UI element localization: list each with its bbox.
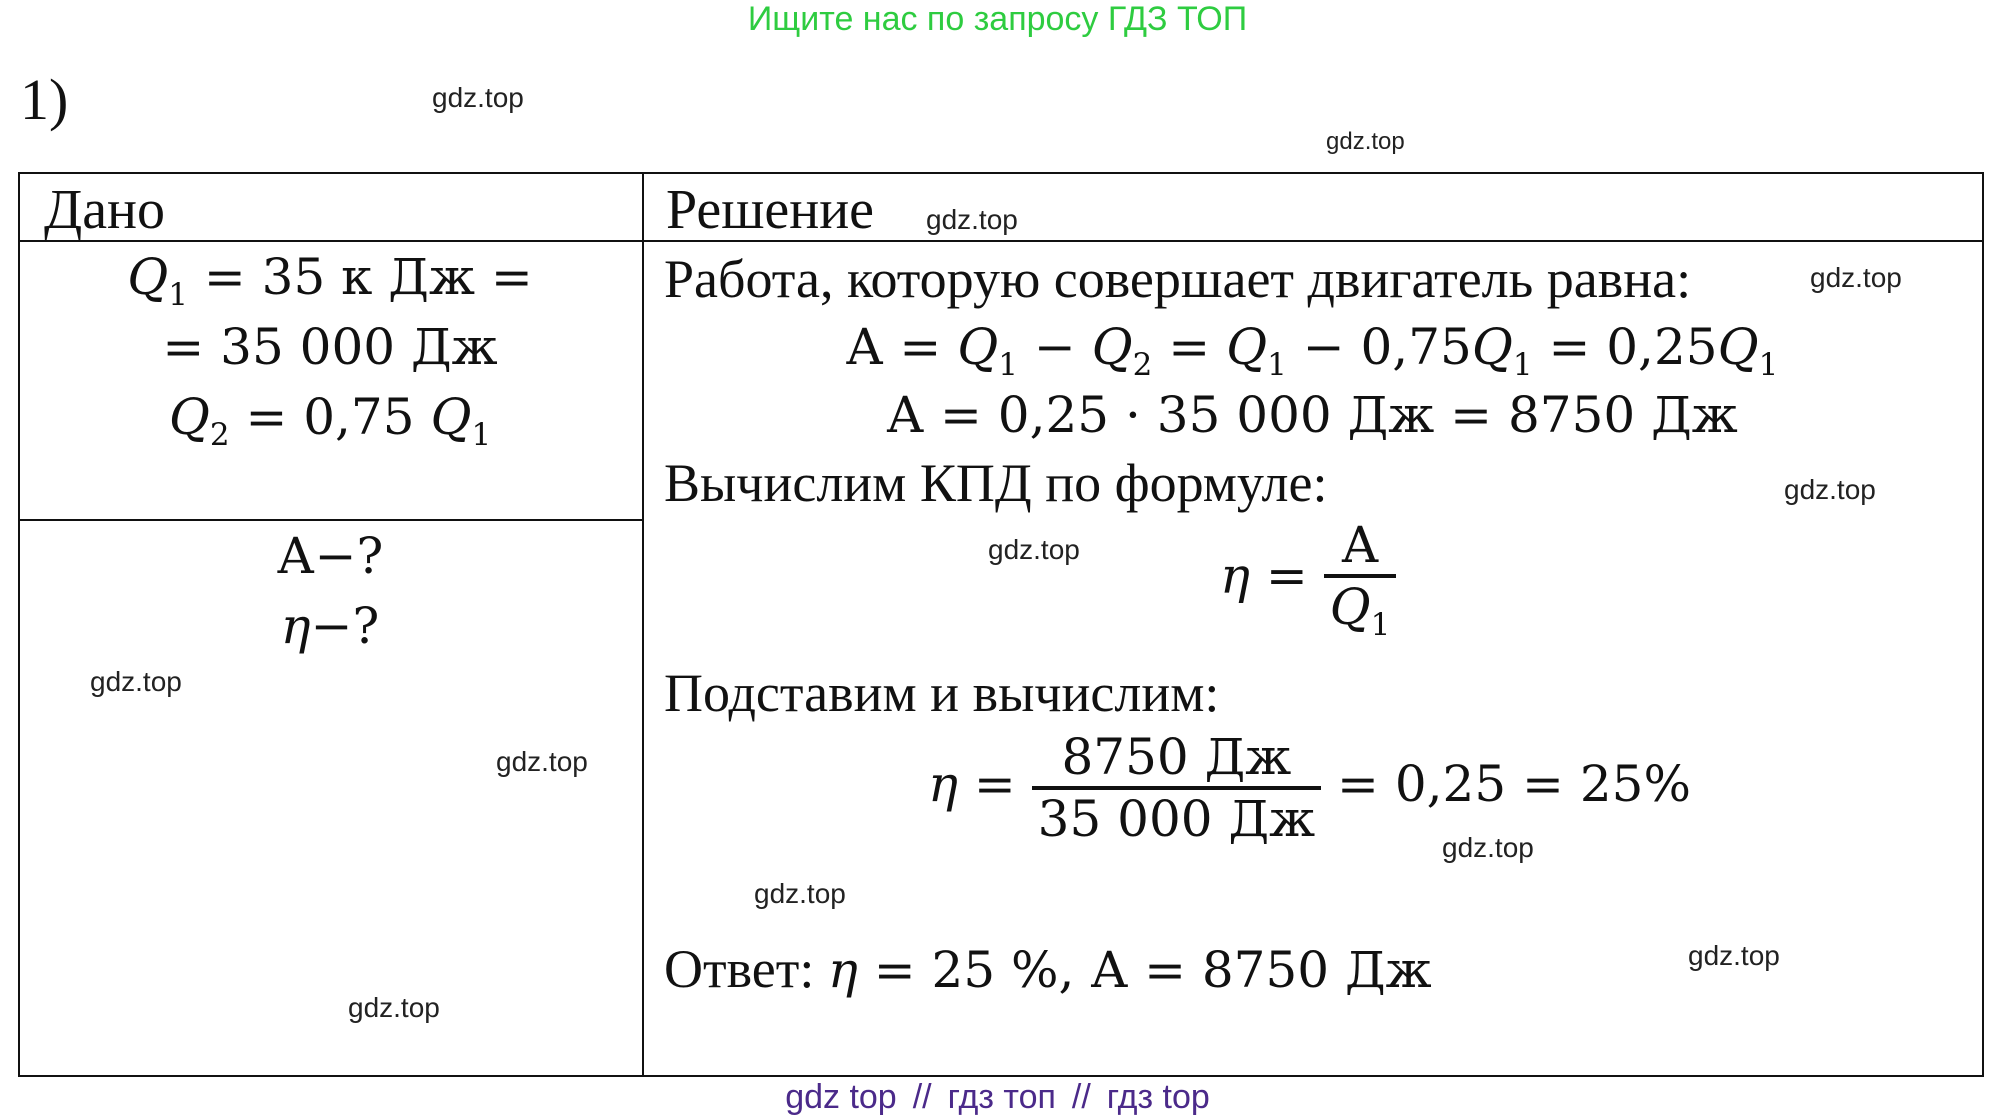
- work-q1d: Q: [1717, 318, 1759, 376]
- table-top-border: [18, 172, 1984, 174]
- q2-q1-symbol: Q: [430, 388, 472, 446]
- solution-line-substitute: Подставим и вычислим:: [664, 663, 1220, 723]
- q1-converted-value: = 35 000 Дж: [162, 318, 498, 376]
- bottom-banner-separator: //: [1071, 1078, 1091, 1116]
- work-q1b-sub: 1: [1267, 346, 1287, 383]
- given-q1-converted: [20, 318, 640, 376]
- calc-numerator: 8750 Дж: [1061, 728, 1292, 786]
- work-eq1: =: [1152, 318, 1227, 376]
- work-value-text: А = 0,25 · 35 000 Дж = 8750 Дж: [886, 386, 1738, 444]
- formula-den-sub: 1: [1370, 606, 1391, 643]
- watermark: gdz.top: [1784, 474, 1876, 505]
- given-q1: [20, 248, 640, 313]
- bottom-banner-gdz-top-ru[interactable]: гдз топ: [947, 1078, 1056, 1116]
- watermark: gdz.top: [754, 878, 846, 909]
- answer: [664, 938, 1432, 1000]
- watermark: gdz.top: [1688, 940, 1780, 971]
- table-right-border: [1982, 172, 1984, 1077]
- problem-number: 1): [20, 67, 69, 132]
- q1-value: = 35 к Дж =: [187, 248, 533, 306]
- calc-eta: η: [928, 755, 958, 813]
- work-value: [644, 386, 1980, 444]
- bottom-banner[interactable]: [0, 1078, 1995, 1117]
- formula-numerator: А: [1341, 516, 1379, 574]
- work-q1c: Q: [1471, 318, 1513, 376]
- find-a-text: А−?: [276, 527, 384, 585]
- formula-eq: =: [1249, 546, 1324, 605]
- bottom-banner-gdz-top[interactable]: gdz top: [785, 1078, 897, 1116]
- calc-result: = 0,25 = 25%: [1321, 755, 1691, 813]
- work-q1: Q: [957, 318, 999, 376]
- formula-fraction: [1324, 516, 1397, 643]
- efficiency-formula: [1220, 516, 1396, 643]
- work-a: А =: [845, 318, 958, 376]
- work-q1d-sub: 1: [1758, 346, 1779, 383]
- q2-symbol: Q: [168, 388, 210, 446]
- answer-values: = 25 %, А = 8750 Дж: [857, 941, 1432, 999]
- find-eta-symbol: η: [280, 597, 311, 655]
- watermark: gdz.top: [1810, 262, 1902, 293]
- given-find-divider: [18, 519, 644, 521]
- work-minus2: − 0,75: [1286, 318, 1472, 376]
- bottom-banner-gdz-top-mixed[interactable]: гдз top: [1106, 1078, 1210, 1116]
- table-column-divider: [642, 172, 644, 1077]
- calc-denominator: 35 000 Дж: [1032, 786, 1322, 848]
- find-eta: [20, 597, 640, 655]
- find-a: [20, 527, 640, 585]
- efficiency-calculation: [928, 728, 1691, 848]
- table-bottom-border: [18, 1075, 1984, 1077]
- watermark: gdz.top: [432, 82, 524, 113]
- work-q2: Q: [1091, 318, 1133, 376]
- work-equation: [644, 318, 1980, 383]
- bottom-banner-separator: //: [912, 1078, 932, 1116]
- watermark: gdz.top: [988, 534, 1080, 565]
- answer-eta: η: [827, 941, 858, 999]
- watermark: gdz.top: [1326, 128, 1405, 155]
- formula-den-symbol: Q: [1329, 578, 1371, 636]
- work-q1c-sub: 1: [1512, 346, 1533, 383]
- find-eta-text: −?: [310, 597, 380, 655]
- watermark: gdz.top: [926, 204, 1018, 235]
- watermark: gdz.top: [496, 746, 588, 777]
- answer-label: Ответ:: [664, 939, 828, 999]
- calc-fraction: [1032, 728, 1322, 848]
- q2-relation: = 0,75: [229, 388, 431, 446]
- q2-subscript: 2: [209, 416, 230, 453]
- solution-line-work: Работа, которую совершает двигатель равна:: [664, 249, 1692, 309]
- work-eq2: = 0,25: [1532, 318, 1718, 376]
- formula-eta: η: [1220, 546, 1250, 605]
- q2-q1-subscript: 1: [471, 416, 492, 453]
- work-q1-sub: 1: [998, 346, 1018, 383]
- top-banner[interactable]: Ищите нас по запросу ГДЗ ТОП: [747, 0, 1248, 38]
- work-q1b: Q: [1226, 318, 1268, 376]
- watermark: gdz.top: [1442, 832, 1534, 863]
- q1-subscript: 1: [168, 276, 188, 313]
- solution-line-efficiency: Вычислим КПД по формуле:: [664, 453, 1328, 513]
- q1-symbol: Q: [127, 248, 169, 306]
- table-header-divider: [18, 240, 1984, 242]
- watermark: gdz.top: [90, 666, 182, 697]
- calc-eq: =: [957, 755, 1032, 813]
- given-q2: [20, 388, 640, 453]
- work-q2-sub: 2: [1132, 346, 1153, 383]
- given-header: Дано: [44, 179, 166, 241]
- work-minus1: −: [1017, 318, 1092, 376]
- solution-header: Решение: [666, 179, 875, 241]
- formula-denominator: [1324, 574, 1397, 643]
- watermark: gdz.top: [348, 992, 440, 1023]
